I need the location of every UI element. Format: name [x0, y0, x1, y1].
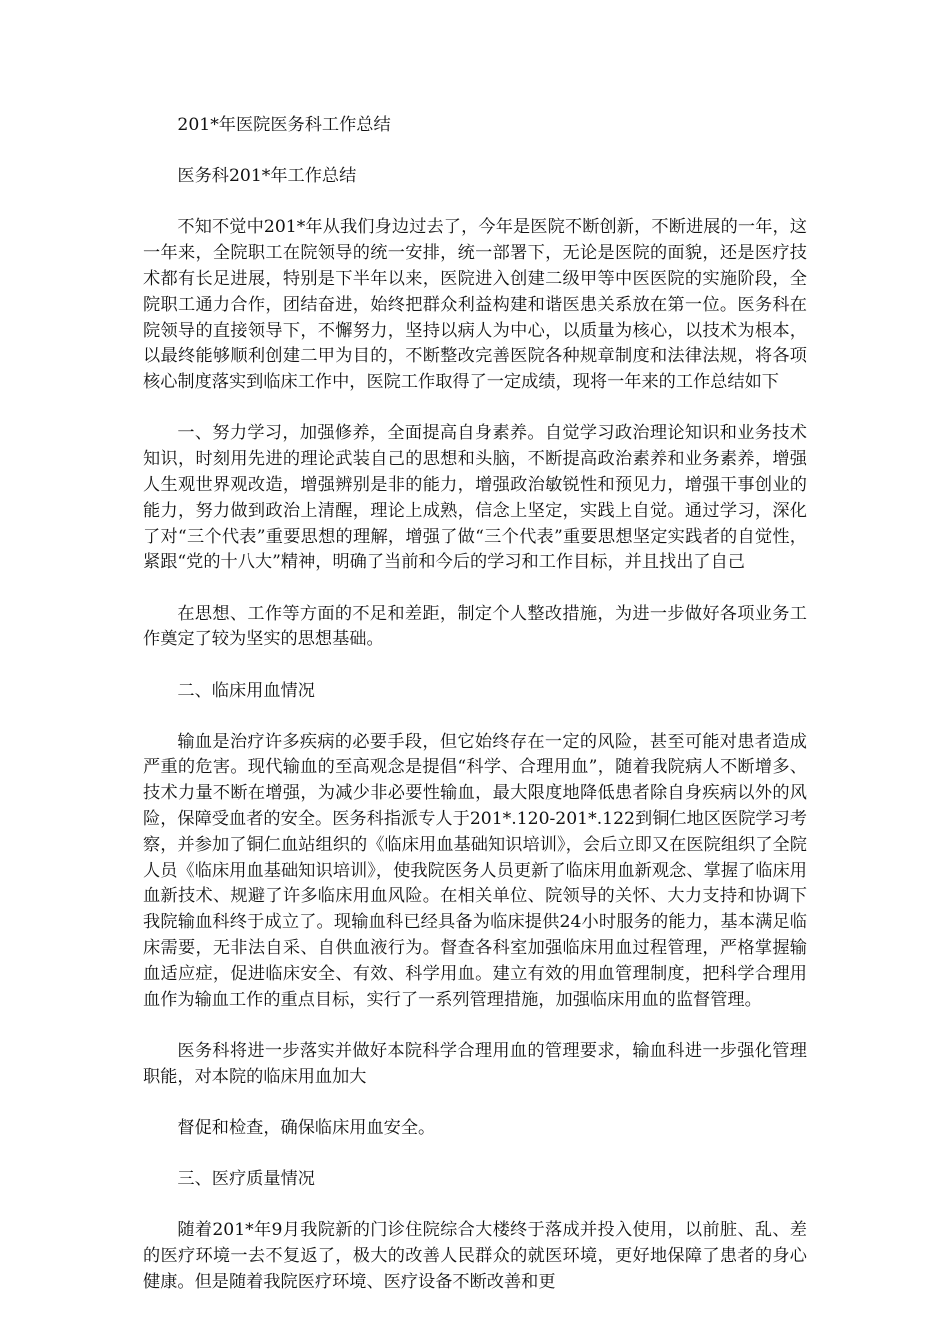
document-page	[143, 113, 807, 1296]
section-one-paragraph: 一、努力学习，加强修养，全面提高自身素养。自觉学习政治理论知识和业务技术知识，时刻用先进的理论武装自己的思想和头脑，不断提高政治素养和业务素养，增强人生观世界观改造，增强辨别是非的能力，增强政治敏锐性和预见力，增强干事创业的能力，努力做到政治上清醒，理论上成熟，信念上坚定，实践上自觉。通过学习，深化了对“三个代表”重要思想的理解，增强了做“三个代表”重要思想坚定实践者的自觉性，紧跟“党的十八大”精神，明确了当前和今后的学习和工作目标，并且找出了自己	[143, 423, 807, 573]
section-two-continuation: 督促和检查，确保临床用血安全。	[177, 1117, 436, 1138]
intro-paragraph: 不知不觉中201*年从我们身边过去了，今年是医院不断创新，不断进展的一年，这一年来，全院职工在院领导的统一安排，统一部署下，无论是医院的面貌，还是医疗技术都有长足进展，特别是下半年以来，医院进入创建二级甲等中医医院的实施阶段，全院职工通力合作，团结奋进，始终把群众利益构建和谐医患关系放在第一位。医务科在院领导的直接领导下，不懈努力，坚持以病人为中心，以质量为核心，以技术为根本，以最终能够顺利创建二甲为目的，不断整改完善医院各种规章制度和法律法规，将各项核心制度落实到临床工作中，医院工作取得了一定成绩，现将一年来的工作总结如下	[143, 217, 807, 393]
section-two-heading: 二、临床用血情况	[177, 680, 315, 701]
section-two-paragraph: 输血是治疗许多疾病的必要手段，但它始终存在一定的风险，甚至可能对患者造成严重的危害。现代输血的至高观念是提倡“科学、合理用血”，随着我院病人不断增多、技术力量不断在增强，为减少非必要性输血，最大限度地降低患者除自身疾病以外的风险，保障受血者的安全。医务科指派专人于201*.120-201*.122到铜仁地区医院学习考察，并参加了铜仁血站组织的《临床用血基础知识培训》，会后立即又在医院组织了全院人员《临床用血基础知识培训》，使我院医务人员更新了临床用血新观念、掌握了临床用血新技术、规避了许多临床用血风险。在相关单位、院领导的关怀、大力支持和协调下我院输血科终于成立了。现输血科已经具备为临床提供24小时服务的能力，基本满足临床需要，无非法自采、自供血液行为。督查各科室加强临床用血过程管理，严格掌握输血适应症，促进临床安全、有效、科学用血。建立有效的用血管理制度，把科学合理用血作为输血工作的重点目标，实行了一系列管理措施，加强临床用血的监督管理。	[143, 731, 807, 1010]
section-three-paragraph: 随着201*年9月我院新的门诊住院综合大楼终于落成并投入使用，以前脏、乱、差的医疗环境一去不复返了，极大的改善人民群众的就医环境，更好地保障了患者的身心健康。但是随着我院医疗环境、医疗设备不断改善和更	[143, 1220, 807, 1292]
document-subtitle: 医务科201*年工作总结	[177, 166, 357, 187]
section-three-heading: 三、医疗质量情况	[177, 1169, 315, 1190]
section-two-followup: 医务科将进一步落实并做好本院科学合理用血的管理要求，输血科进一步强化管理职能，对本院的临床用血加大	[143, 1040, 807, 1087]
section-one-continuation: 在思想、工作等方面的不足和差距，制定个人整改措施，为进一步做好各项业务工作奠定了较为坚实的思想基础。	[143, 603, 807, 650]
document-title: 201*年医院医务科工作总结	[177, 115, 391, 135]
